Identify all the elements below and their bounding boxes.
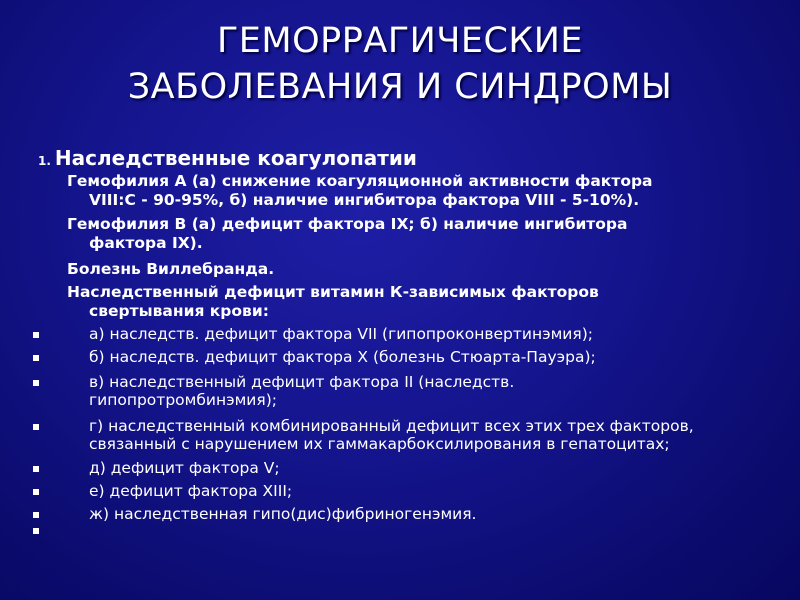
bullet-icon [33, 380, 39, 386]
bullet-icon [33, 512, 39, 518]
hemophilia-b-line-2: фактора IX). [89, 234, 203, 252]
heading-number: 1. [38, 154, 51, 168]
bullet-icon [33, 355, 39, 361]
title-line-1: ГЕМОРРАГИЧЕСКИЕ [216, 21, 584, 61]
list-item-e: д) дефицит фактора V; [89, 459, 280, 477]
list-item-g: ж) наследственная гипо(дис)фибриногенэмия. [89, 505, 477, 523]
vitamin-k-line-1: Наследственный дефицит витамин К-зависимых факторов [67, 283, 599, 301]
list-item-a: а) наследств. дефицит фактора VII (гипопроконвертинэмия); [89, 325, 593, 343]
list-item-c-line-2: гипопротромбинэмия); [89, 391, 277, 409]
list-item-f: е) дефицит фактора XIII; [89, 482, 293, 500]
hemophilia-a-line-1: Гемофилия А (а) снижение коагуляционной активности фактора [67, 172, 653, 190]
bullet-icon [33, 528, 39, 534]
von-willebrand-line: Болезнь Виллебранда. [67, 260, 275, 278]
bullet-icon [33, 332, 39, 338]
list-item-b: б) наследств. дефицит фактора X (болезнь Стюарта-Пауэра); [89, 348, 596, 366]
bullet-icon [33, 466, 39, 472]
title-line-2: ЗАБОЛЕВАНИЯ И СИНДРОМЫ [127, 67, 673, 107]
bullet-icon [33, 424, 39, 430]
slide-title [60, 18, 740, 110]
list-item-d-line-1: г) наследственный комбинированный дефицит всех этих трех факторов, [89, 417, 694, 435]
heading-text: Наследственные коагулопатии [54, 146, 417, 170]
list-item-c-line-1: в) наследственный дефицит фактора II (наследств. [89, 373, 515, 391]
section-heading [38, 145, 417, 174]
list-item-d-line-2: связанный с нарушением их гаммакарбоксилирования в гепатоцитах; [89, 435, 670, 453]
bullet-icon [33, 489, 39, 495]
hemophilia-a-line-2: VIII:C - 90-95%, б) наличие ингибитора фактора VIII - 5-10%). [89, 191, 640, 209]
vitamin-k-line-2: свертывания крови: [89, 302, 269, 320]
hemophilia-b-line-1: Гемофилия В (а) дефицит фактора IX; б) наличие ингибитора [67, 215, 628, 233]
